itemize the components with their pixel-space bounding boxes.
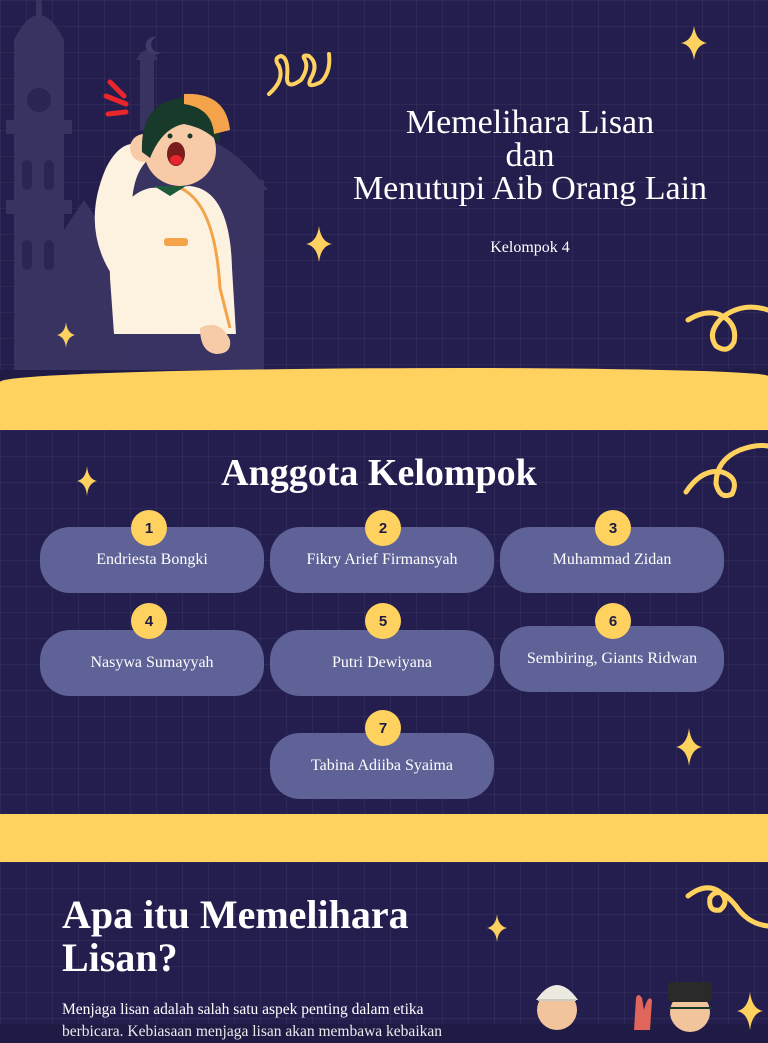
member-name: Muhammad Zidan [552, 551, 672, 568]
swirl-decoration [684, 432, 768, 502]
member-name: Endriesta Bongki [96, 551, 208, 568]
swirl-decoration [265, 50, 335, 100]
lisan-heading: Apa itu Memelihara Lisan? [62, 892, 409, 980]
member-number-badge: 4 [131, 603, 167, 639]
slide-title [330, 106, 730, 205]
title-line-2: dan [505, 137, 555, 174]
boy-calling-illustration [80, 78, 260, 358]
title-line-3: Menutupi Aib Orang Lain [352, 170, 708, 207]
member-name: Tabina Adiiba Syaima [311, 757, 453, 774]
title-slide [0, 0, 768, 370]
member-number-badge: 2 [365, 510, 401, 546]
divider-band [0, 368, 768, 431]
member-card-5 [270, 630, 494, 696]
paragraph-line-1: Menjaga lisan adalah salah satu aspek penting dalam etika [62, 1001, 424, 1018]
sparkle-icon [57, 322, 75, 348]
title-line-1: Memelihara Lisan [405, 104, 655, 141]
sparkle-icon [77, 466, 97, 496]
member-number-badge: 1 [131, 510, 167, 546]
lisan-paragraph [62, 999, 482, 1043]
crescent-moon-icon [141, 34, 165, 58]
members-heading: Anggota Kelompok [221, 452, 537, 494]
member-name: Nasywa Sumayyah [90, 654, 214, 671]
slide-subtitle: Kelompok 4 [490, 239, 570, 256]
sparkle-icon [676, 728, 702, 766]
member-name: Sembiring, Giants Ridwan [526, 650, 698, 667]
member-number-badge: 3 [595, 510, 631, 546]
sparkle-icon [487, 914, 507, 942]
sparkle-icon [306, 226, 332, 262]
member-card-4 [40, 630, 264, 696]
sparkle-icon [737, 992, 763, 1030]
people-illustration [530, 970, 720, 1030]
sparkle-icon [681, 26, 707, 60]
swirl-decoration [684, 876, 768, 938]
paragraph-line-2: berbicara. Kebiasaan menjaga lisan akan membawa kebaikan [62, 1023, 442, 1040]
member-number-badge: 5 [365, 603, 401, 639]
divider-band [0, 814, 768, 863]
swirl-decoration [684, 292, 768, 358]
member-name: Fikry Arief Firmansyah [306, 551, 458, 568]
member-name: Putri Dewiyana [332, 654, 432, 671]
member-number-badge: 7 [365, 710, 401, 746]
member-number-badge: 6 [595, 603, 631, 639]
